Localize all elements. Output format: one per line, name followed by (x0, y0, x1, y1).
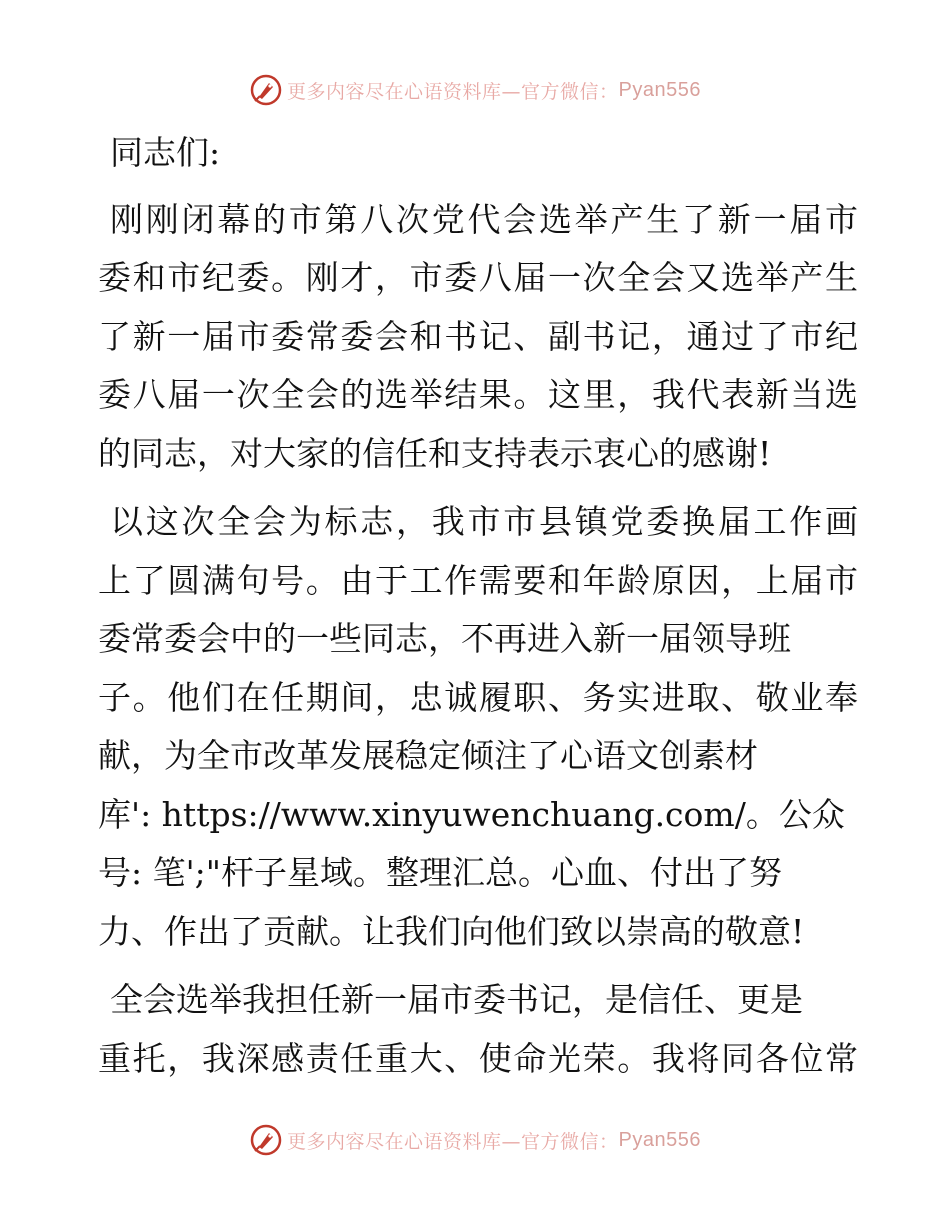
pen-nib-logo-icon (249, 1123, 283, 1157)
paragraph-line: 全会选举我担任新一届市委书记，是信任、更是 (110, 980, 803, 1019)
header-wechat-id: Pyan556 (618, 78, 701, 101)
header-watermark-text: 更多内容尽在心语资料库—官方微信： (287, 80, 619, 103)
paragraph-line: 委八届一次全会的选举结果。这里，我代表新当选 (98, 375, 858, 414)
paragraph-line: 献，为全市改革发展稳定倾注了心语文创素材 (98, 736, 758, 775)
paragraph-line: 库': https://www.xinyuwenchuang.com/。公众 (98, 794, 845, 834)
paragraph-line: 子。他们在任期间，忠诚履职、务实进取、敬业奉 (98, 677, 858, 717)
paragraph-line: 了新一届市委常委会和书记、副书记，通过了市纪 (98, 316, 858, 356)
paragraph-line: 委常委会中的一些同志，不再进入新一届领导班 (98, 619, 791, 658)
footer-watermark-text: 更多内容尽在心语资料库—官方微信： (287, 1130, 619, 1153)
paragraph-1 (98, 191, 858, 484)
footer-watermark-banner (0, 1120, 950, 1160)
paragraph-3 (98, 971, 858, 1088)
paragraph-line: 上了圆满句号。由于工作需要和年龄原因，上届市 (98, 560, 858, 600)
document-body (98, 124, 858, 1088)
paragraph-line: 以这次全会为标志，我市市县镇党委换届工作画 (110, 502, 858, 541)
paragraph-line: 号: 笔';"杆子星域。整理汇总。心血、付出了努 (98, 853, 782, 892)
header-watermark-banner (0, 70, 950, 110)
paragraph-line: 刚刚闭幕的市第八次党代会选举产生了新一届市 (110, 199, 858, 239)
paragraph-line: 的同志，对大家的信任和支持表示衷心的感谢! (98, 433, 772, 473)
paragraph-line: 力、作出了贡献。让我们向他们致以崇高的敬意! (98, 911, 805, 951)
paragraph-2 (98, 493, 858, 961)
paragraph-line: 重托，我深感责任重大、使命光荣。我将同各位常 (98, 1038, 858, 1078)
salutation: 同志们: (110, 133, 221, 172)
pen-nib-logo-icon (249, 73, 283, 107)
paragraph-line: 委和市纪委。刚才，市委八届一次全会又选举产生 (98, 258, 858, 297)
footer-wechat-id: Pyan556 (618, 1128, 701, 1151)
